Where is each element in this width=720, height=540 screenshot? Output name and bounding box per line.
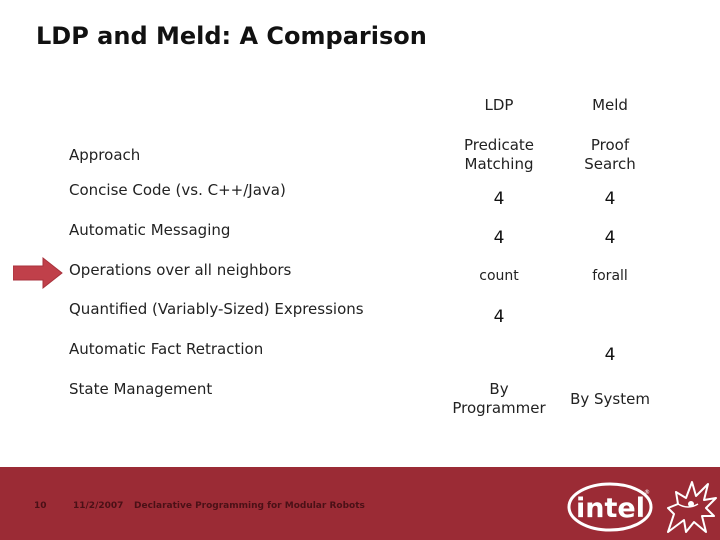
row-label-state-management: State Management [69, 380, 213, 398]
cell-quantified-ldp [444, 308, 554, 327]
cell-text: Predicate Matching [463, 136, 535, 173]
row-label-concise-code: Concise Code (vs. C++/Java) [69, 181, 286, 199]
footer-caption: Declarative Programming for Modular Robots [134, 501, 365, 511]
cell-concise-code-meld [555, 190, 665, 209]
cell-text: By Programmer [452, 380, 546, 417]
column-header-ldp: LDP [484, 96, 514, 114]
row-label-operations: Operations over all neighbors [69, 261, 292, 279]
cell-approach-ldp [444, 136, 554, 174]
footer-date: 11/2/2007 [73, 501, 124, 511]
row-label-quantified: Quantified (Variably-Sized) Expressions [69, 300, 364, 318]
cell-state-management-meld: By System [570, 390, 650, 408]
cell-operations-ldp: count [479, 268, 519, 284]
svg-text:®: ® [644, 489, 650, 496]
intel-logo [566, 479, 654, 535]
slide-title: LDP and Meld: A Comparison [36, 22, 427, 50]
column-header-meld: Meld [592, 96, 628, 114]
row-label-fact-retraction: Automatic Fact Retraction [69, 340, 264, 358]
cell-approach-meld [555, 136, 665, 174]
cell-fact-retraction-meld [555, 346, 665, 365]
row-label-approach: Approach [69, 146, 141, 164]
row-label-automatic-messaging: Automatic Messaging [69, 221, 231, 239]
check-icon: 4 [604, 228, 616, 248]
cell-automatic-messaging-ldp [444, 229, 554, 248]
cmu-griffin-logo [658, 474, 718, 536]
cell-concise-code-ldp [444, 190, 554, 209]
svg-text:intel: intel [576, 493, 645, 524]
cell-text: Proof Search [584, 136, 636, 173]
cell-automatic-messaging-meld [555, 229, 665, 248]
check-icon: 4 [493, 307, 505, 327]
cell-operations-meld: forall [592, 268, 628, 284]
check-icon: 4 [493, 228, 505, 248]
slide-number: 10 [34, 501, 47, 511]
cell-state-management-ldp [444, 380, 554, 418]
check-icon: 4 [604, 345, 616, 365]
check-icon: 4 [493, 189, 505, 209]
arrow-right-icon [13, 256, 63, 290]
check-icon: 4 [604, 189, 616, 209]
